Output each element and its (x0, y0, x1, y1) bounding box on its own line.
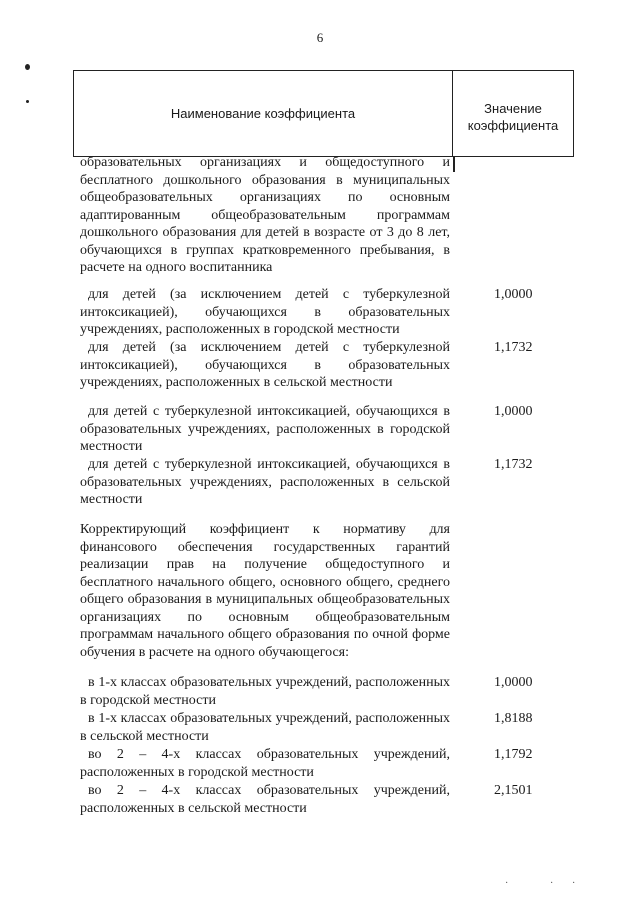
row-value: 1,0000 (494, 287, 533, 302)
row-value: 1,0000 (494, 404, 533, 419)
column-value-header-line2: коэффициента (467, 117, 559, 133)
row-text: в 1-х классах образовательных учреждений, расположенных в городской местности (80, 675, 450, 708)
column-name-header: Наименование коэффициента (74, 71, 453, 156)
row-text: для детей с туберкулезной интоксикацией, обучающихся в образовательных учреждениях, расположенных в сельской местности (80, 457, 450, 507)
column-value-header (453, 71, 573, 156)
row-text: для детей с туберкулезной интоксикацией, обучающихся в образовательных учреждениях, расположенных в городской местности (80, 404, 450, 454)
scan-speck: · (505, 878, 509, 889)
scan-speck: · (572, 878, 576, 889)
row-text: во 2 – 4-х классах образовательных учреждений, расположенных в сельской местности (80, 783, 450, 816)
page-number: 6 (316, 30, 324, 45)
scan-mark (26, 100, 29, 103)
column-divider (453, 156, 455, 172)
row-text: во 2 – 4-х классах образовательных учреждений, расположенных в городской местности (80, 747, 450, 780)
row-value: 1,1792 (494, 747, 533, 762)
row-value: 2,1501 (494, 783, 533, 798)
row-text: для детей (за исключением детей с туберкулезной интоксикацией), обучающихся в образовательных учреждениях, расположенных в городской местности (80, 287, 450, 337)
intro-paragraph: образовательных организациях и общедоступного и бесплатного дошкольного образования в муниципальных общеобразовательных организациях по основным адаптированным общеобразовательным программам дошкольного образования для детей в возрасте от 3 до 8 лет, обучающихся в группах кратковременного пребывания, в расчете на одного воспитанника (80, 155, 450, 275)
second-paragraph: Корректирующий коэффициент к нормативу для финансового обеспечения государственных гарантий реализации прав на получение общедоступного и бесплатного начального общего, основного общего, среднего общего образования в муниципальных общеобразовательных организациях по основным общеобразовательным программам начального общего образования по очной форме обучения в расчете на одного обучающегося: (80, 522, 450, 660)
row-value: 1,0000 (494, 675, 533, 690)
table-header (73, 70, 574, 157)
row-value: 1,1732 (494, 340, 533, 355)
column-value-header-line1: Значение (484, 100, 542, 116)
scan-speck: · (550, 878, 554, 889)
row-text: в 1-х классах образовательных учреждений, расположенных в сельской местности (80, 711, 450, 744)
row-text: для детей (за исключением детей с туберкулезной интоксикацией), обучающихся в образовательных учреждениях, расположенных в сельской местности (80, 340, 450, 390)
row-value: 1,1732 (494, 457, 533, 472)
row-value: 1,8188 (494, 711, 533, 726)
scan-mark (25, 64, 30, 70)
